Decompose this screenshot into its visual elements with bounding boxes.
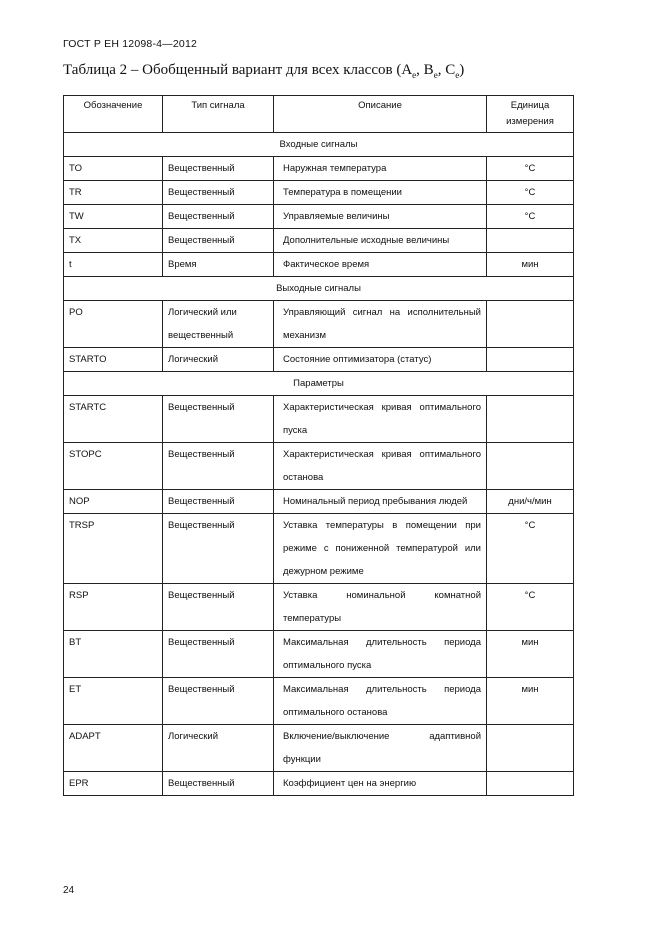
- cell-code: ET: [64, 678, 163, 725]
- cell-code: ADAPT: [64, 725, 163, 772]
- cell-unit: °C: [487, 205, 574, 229]
- table-caption: Таблица 2 – Обобщенный вариант для всех классов ($A_e$, $B_e$, $C_e$): [63, 62, 465, 80]
- cell-desc: Температура в помещении: [274, 181, 487, 205]
- cell-desc: Максимальная длительность периода оптимального пуска: [274, 631, 487, 678]
- cell-desc: Номинальный период пребывания людей: [274, 490, 487, 514]
- cell-type: Вещественный: [163, 631, 274, 678]
- col-header-description: Описание: [274, 96, 487, 133]
- cell-code: TX: [64, 229, 163, 253]
- cell-type: Вещественный: [163, 514, 274, 584]
- table-row: [64, 631, 574, 678]
- cell-unit: [487, 443, 574, 490]
- table-row: [64, 514, 574, 584]
- cell-type: Логический: [163, 348, 274, 372]
- cell-code: PO: [64, 301, 163, 348]
- section-inputs: Входные сигналы: [64, 133, 574, 157]
- cell-desc: Включение/выключение адаптивной функции: [274, 725, 487, 772]
- cell-unit: дни/ч/мин: [487, 490, 574, 514]
- cell-type: Логический или вещественный: [163, 301, 274, 348]
- cell-type: Вещественный: [163, 205, 274, 229]
- cell-code: STOPC: [64, 443, 163, 490]
- cell-code: STARTC: [64, 396, 163, 443]
- table-row: [64, 443, 574, 490]
- table-row: [64, 301, 574, 348]
- cell-type: Вещественный: [163, 396, 274, 443]
- section-outputs: Выходные сигналы: [64, 277, 574, 301]
- cell-unit: [487, 396, 574, 443]
- cell-code: t: [64, 253, 163, 277]
- page-number: 24: [63, 885, 75, 896]
- cell-desc: Состояние оптимизатора (статус): [274, 348, 487, 372]
- table-row: [64, 205, 574, 229]
- section-row: [64, 277, 574, 301]
- col-header-unit: Единица измерения: [487, 96, 574, 133]
- cell-desc: Фактическое время: [274, 253, 487, 277]
- table-row: [64, 678, 574, 725]
- cell-unit: °C: [487, 514, 574, 584]
- col-header-signal-type: Тип сигнала: [163, 96, 274, 133]
- section-parameters: Параметры: [64, 372, 574, 396]
- cell-unit: [487, 725, 574, 772]
- cell-unit: мин: [487, 253, 574, 277]
- cell-code: TR: [64, 181, 163, 205]
- cell-desc: Уставка температуры в помещении при режиме с пониженной температурой или дежурном режиме: [274, 514, 487, 584]
- cell-desc: Коэффициент цен на энергию: [274, 772, 487, 796]
- table-row: [64, 396, 574, 443]
- cell-type: Вещественный: [163, 490, 274, 514]
- cell-desc: Уставка номинальной комнатной температуры: [274, 584, 487, 631]
- table-row: [64, 253, 574, 277]
- cell-unit: [487, 348, 574, 372]
- cell-code: BT: [64, 631, 163, 678]
- cell-unit: °C: [487, 157, 574, 181]
- cell-type: Вещественный: [163, 772, 274, 796]
- document-code: ГОСТ Р ЕН 12098-4—2012: [63, 38, 198, 50]
- section-row: [64, 133, 574, 157]
- cell-desc: Наружная температура: [274, 157, 487, 181]
- cell-code: EPR: [64, 772, 163, 796]
- cell-type: Вещественный: [163, 157, 274, 181]
- table-row: [64, 725, 574, 772]
- table-row: [64, 772, 574, 796]
- col-header-designation: Обозначение: [64, 96, 163, 133]
- cell-unit: °C: [487, 181, 574, 205]
- cell-type: Вещественный: [163, 229, 274, 253]
- cell-code: RSP: [64, 584, 163, 631]
- cell-unit: мин: [487, 678, 574, 725]
- cell-type: Время: [163, 253, 274, 277]
- cell-unit: [487, 301, 574, 348]
- cell-type: Вещественный: [163, 443, 274, 490]
- cell-desc: Управляемые величины: [274, 205, 487, 229]
- table-row: [64, 229, 574, 253]
- cell-type: Вещественный: [163, 584, 274, 631]
- cell-type: Вещественный: [163, 181, 274, 205]
- table-row: [64, 348, 574, 372]
- table-header-row: [64, 96, 574, 133]
- cell-desc: Характеристическая кривая оптимального пуска: [274, 396, 487, 443]
- cell-code: TW: [64, 205, 163, 229]
- cell-code: TRSP: [64, 514, 163, 584]
- cell-desc: Дополнительные исходные величины: [274, 229, 487, 253]
- table-row: [64, 157, 574, 181]
- cell-type: Вещественный: [163, 678, 274, 725]
- cell-code: TO: [64, 157, 163, 181]
- cell-unit: [487, 772, 574, 796]
- cell-desc: Управляющий сигнал на исполнительный механизм: [274, 301, 487, 348]
- signals-table: [63, 95, 574, 796]
- cell-type: Логический: [163, 725, 274, 772]
- cell-code: NOP: [64, 490, 163, 514]
- table-row: [64, 490, 574, 514]
- table-row: [64, 181, 574, 205]
- cell-desc: Максимальная длительность периода оптимального останова: [274, 678, 487, 725]
- cell-unit: °C: [487, 584, 574, 631]
- cell-code: STARTO: [64, 348, 163, 372]
- table-row: [64, 584, 574, 631]
- cell-unit: мин: [487, 631, 574, 678]
- cell-desc: Характеристическая кривая оптимального останова: [274, 443, 487, 490]
- section-row: [64, 372, 574, 396]
- cell-unit: [487, 229, 574, 253]
